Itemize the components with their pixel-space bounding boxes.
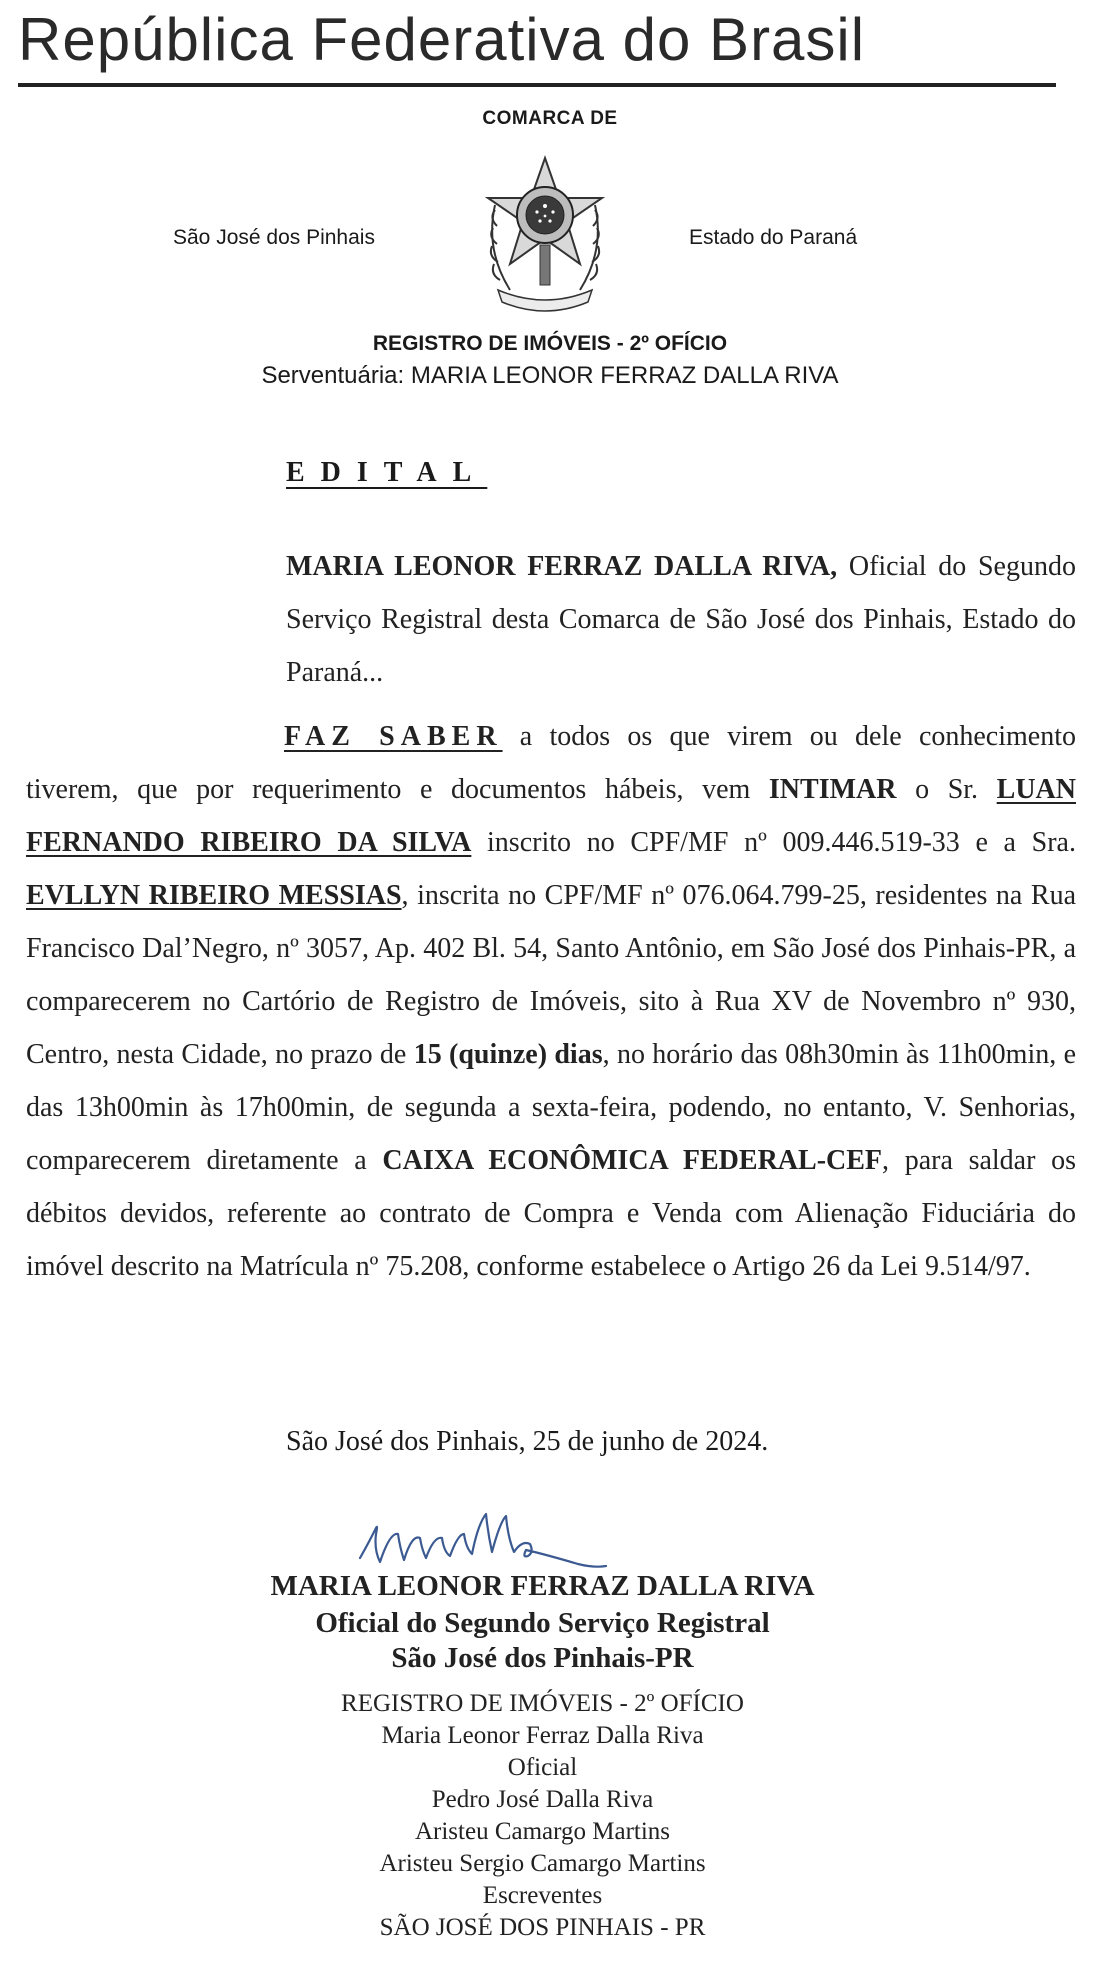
comarca-label: COMARCA DE	[482, 108, 618, 129]
stamp-line-city: SÃO JOSÉ DOS PINHAIS - PR	[379, 1914, 706, 1941]
stamp-line-officer-title: Oficial	[507, 1754, 578, 1781]
stamp-line-office: REGISTRO DE IMÓVEIS - 2º OFÍCIO	[341, 1690, 744, 1717]
document-date: São José dos Pinhais, 25 de junho de 2024.	[286, 1426, 769, 1457]
main-text-6: , para saldar os débitos devidos, referente ao contrato de Compra e Venda com Alienação Fiduciária do imóvel descrito na Matrícula nº 75.208, conforme estabelece o Artigo 26 da Lei 9.514/97.	[26, 1145, 1077, 1282]
stamp-line-clerk-2: Aristeu Camargo Martins	[414, 1818, 671, 1845]
deadline-label: 15 (quinze) dias	[413, 1039, 603, 1070]
stamp-line-officer: Maria Leonor Ferraz Dalla Riva	[381, 1722, 704, 1749]
intimar-label: INTIMAR	[768, 774, 897, 805]
faz-saber-label: FAZ SABER	[284, 721, 503, 752]
stamp-line-clerk-3: Aristeu Sergio Camargo Martins	[379, 1850, 706, 1877]
bank-name: CAIXA ECONÔMICA FEDERAL-CEF	[382, 1145, 883, 1176]
main-text-5: , no horário das 08h30min às 11h00min, e das 13h00min às 17h00min, de segunda a sexta-feira, podendo, no entanto, V. Senhorias, comparecerem diretamente a	[26, 1039, 1077, 1176]
main-paragraph	[26, 710, 1076, 1293]
edital-heading: EDITAL	[286, 457, 488, 488]
main-text-2: o Sr.	[896, 774, 997, 805]
main-text-3: inscrito no CPF/MF nº 009.446.519-33 e a Sra.	[471, 827, 1076, 858]
coat-of-arms-icon	[470, 150, 620, 315]
signer-name: MARIA LEONOR FERRAZ DALLA RIVA	[270, 1570, 815, 1602]
intro-name: MARIA LEONOR FERRAZ DALLA RIVA,	[286, 551, 838, 582]
header-title: República Federativa do Brasil	[18, 6, 866, 73]
person-2-name: EVLLYN RIBEIRO MESSIAS	[26, 880, 402, 911]
main-text-1: a todos os que virem ou dele conhecimento tiverem, que por requerimento e documentos hábeis, vem	[26, 721, 1076, 805]
city-label: São José dos Pinhais	[173, 226, 375, 249]
intro-paragraph	[286, 540, 1076, 699]
registrar-name: Serventuária: MARIA LEONOR FERRAZ DALLA RIVA	[261, 362, 839, 389]
person-1-name: LUAN FERNANDO RIBEIRO DA SILVA	[26, 774, 1076, 858]
stamp-line-clerks-title: Escreventes	[482, 1882, 603, 1909]
intro-text: Oficial do Segundo Serviço Registral desta Comarca de São José dos Pinhais, Estado do Paraná...	[286, 551, 1076, 688]
main-text-4: , inscrita no CPF/MF nº 076.064.799-25, residentes na Rua Francisco Dal’Negro, nº 3057, Ap. 402 Bl. 54, Santo Antônio, em São José dos Pinhais-PR, a comparecerem no Cartório de Registro de Imóveis, sito à Rua XV de Novembro nº 930, Centro, nesta Cidade, no prazo de	[26, 880, 1077, 1070]
state-label: Estado do Paraná	[689, 226, 858, 249]
signer-role: Oficial do Segundo Serviço Registral	[315, 1607, 770, 1639]
header-divider	[18, 83, 1056, 87]
stamp-line-clerk-1: Pedro José Dalla Riva	[431, 1786, 654, 1813]
registry-office-title: REGISTRO DE IMÓVEIS - 2º OFÍCIO	[372, 332, 728, 355]
signer-city: São José dos Pinhais-PR	[391, 1642, 694, 1674]
